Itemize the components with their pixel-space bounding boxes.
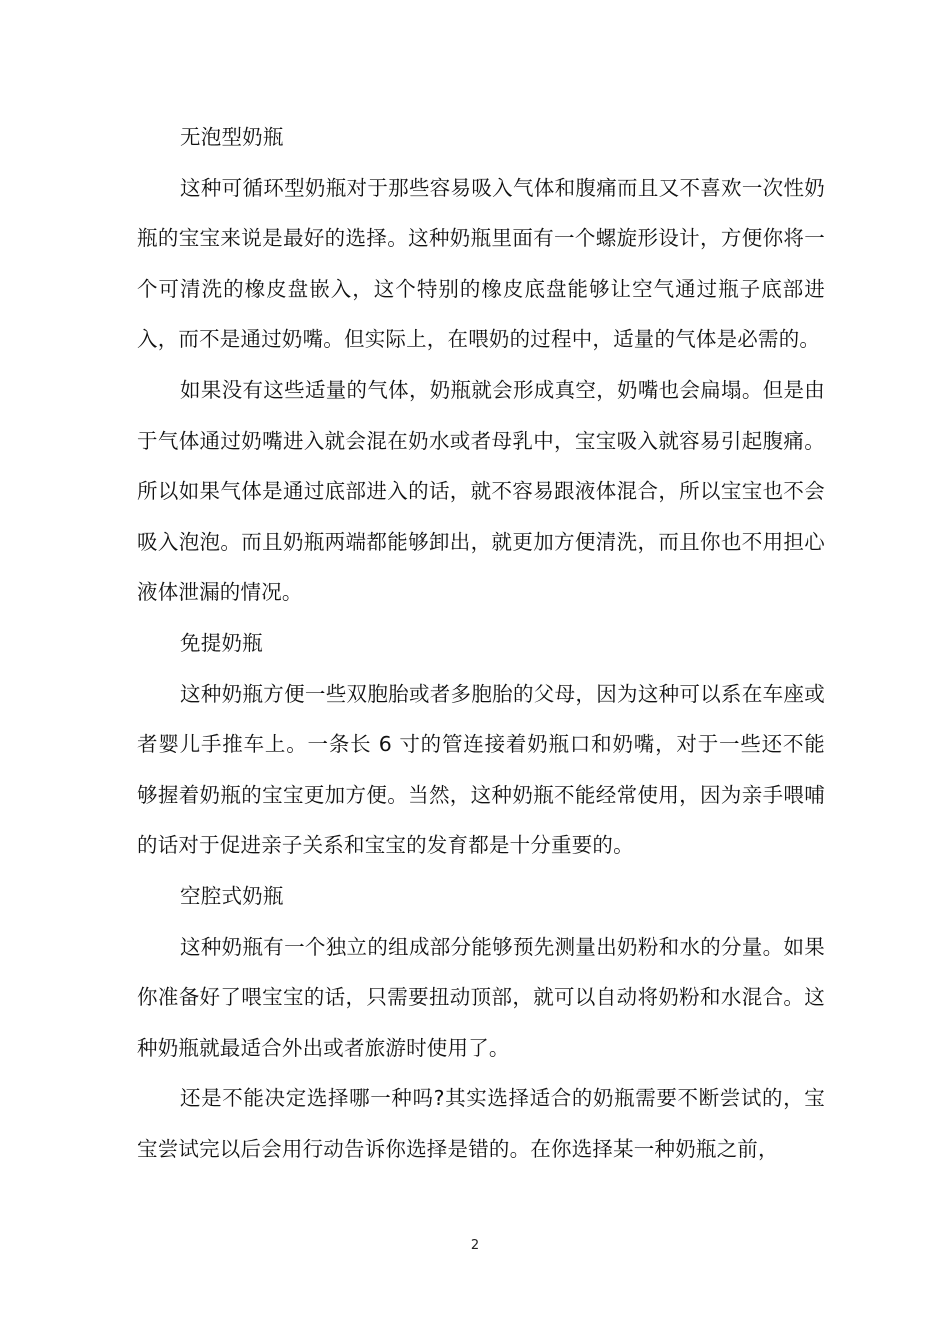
- paragraph-air-explanation: 如果没有这些适量的气体，奶瓶就会形成真空，奶嘴也会扁塌。但是由于气体通过奶嘴进入就会混在奶水或者母乳中，宝宝吸入就容易引起腹痛。所以如果气体是通过底部进入的话，就不容易跟液体混合，所以宝宝也不会吸入泡泡。而且奶瓶两端都能够卸出，就更加方便清洗，而且你也不用担心液体泄漏的情况。: [137, 377, 825, 605]
- page-number: 2: [470, 1238, 480, 1253]
- section-heading-chamber-bottle: 空腔式奶瓶: [180, 883, 284, 908]
- document-body: [137, 112, 825, 1174]
- paragraph-no-bubble-description: 这种可循环型奶瓶对于那些容易吸入气体和腹痛而且又不喜欢一次性奶瓶的宝宝来说是最好的选择。这种奶瓶里面有一个螺旋形设计，方便你将一个可清洗的橡皮盘嵌入，这个特别的橡皮底盘能够让空气通过瓶子底部进入，而不是通过奶嘴。但实际上，在喂奶的过程中，适量的气体是必需的。: [137, 175, 825, 352]
- paragraph-chamber-description: 这种奶瓶有一个独立的组成部分能够预先测量出奶粉和水的分量。如果你准备好了喂宝宝的话，只需要扭动顶部，就可以自动将奶粉和水混合。这种奶瓶就最适合外出或者旅游时使用了。: [137, 934, 825, 1060]
- section-heading-hands-free-bottle: 免提奶瓶: [180, 630, 263, 655]
- paragraph-hands-free-description: 这种奶瓶方便一些双胞胎或者多胞胎的父母，因为这种可以系在车座或者婴儿手推车上。一条长 6 寸的管连接着奶瓶口和奶嘴，对于一些还不能够握着奶瓶的宝宝更加方便。当然，这种奶瓶不能经常使用，因为亲手喂哺的话对于促进亲子关系和宝宝的发育都是十分重要的。: [137, 681, 825, 858]
- section-heading-no-bubble-bottle: 无泡型奶瓶: [180, 125, 284, 149]
- paragraph-choosing-advice: 还是不能决定选择哪一种吗?其实选择适合的奶瓶需要不断尝试的，宝宝尝试完以后会用行动告诉你选择是错的。在你选择某一种奶瓶之前，: [137, 1086, 825, 1161]
